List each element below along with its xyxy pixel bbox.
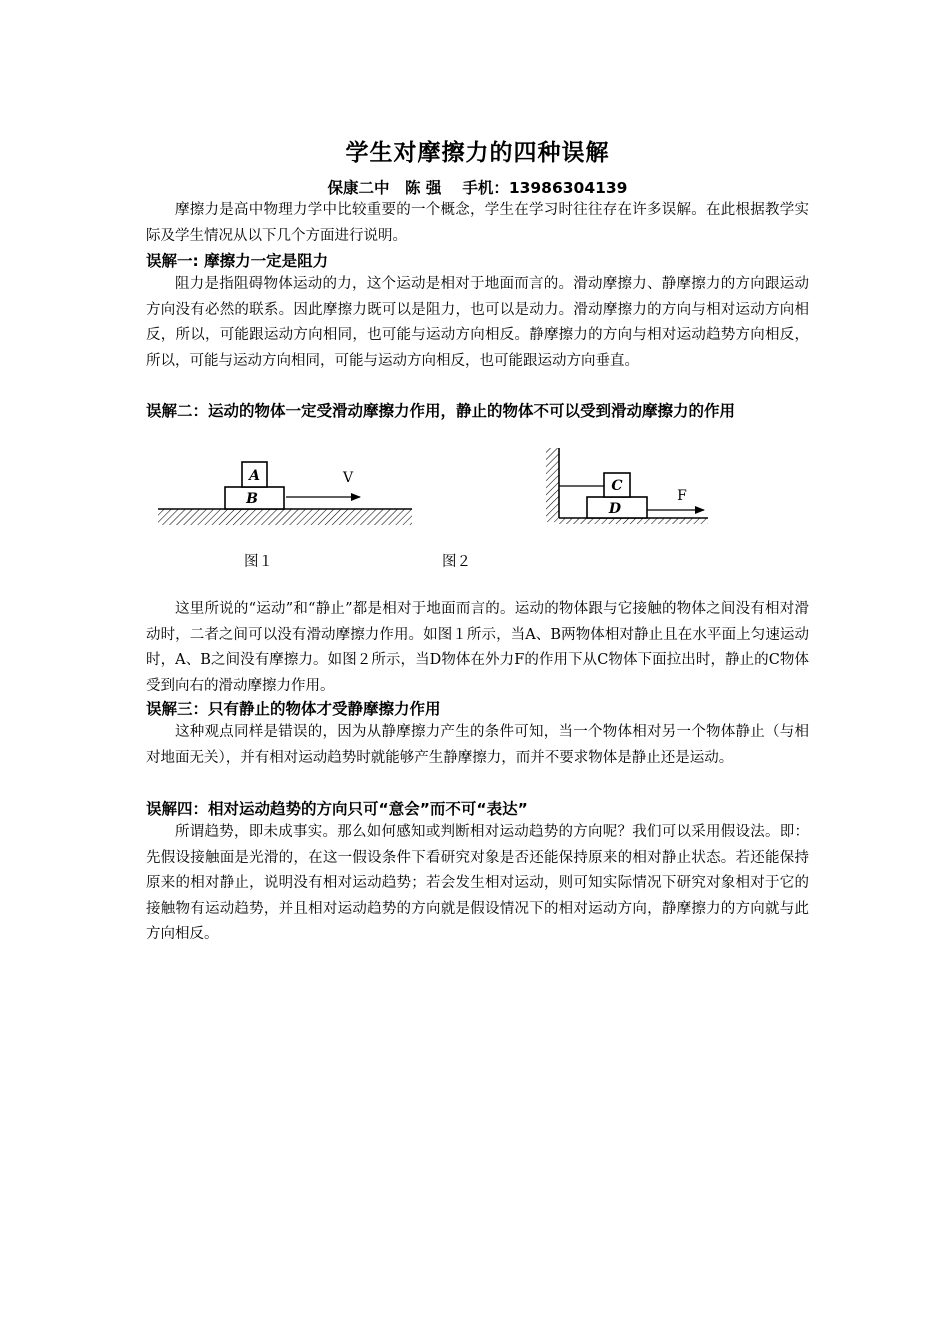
section4-heading: 误解四：相对运动趋势的方向只可“意会”而不可“表达” (146, 800, 528, 818)
document-title: 学生对摩擦力的四种误解 (345, 140, 610, 166)
section4-block (146, 820, 809, 948)
fig2-wall-hatch (546, 448, 559, 522)
section3-heading: 误解三：只有静止的物体才受静摩擦力作用 (146, 700, 441, 718)
intro-paragraph: 摩擦力是高中物理力学中比较重要的一个概念，学生在学习时往往存在许多误解。在此根据教学实际及学生情况从以下几个方面进行说明。 (146, 202, 809, 244)
section3-paragraph: 这种观点同样是错误的，因为从静摩擦力产生的条件可知，当一个物体相对另一个物体静止（与相对地面无关），并有相对运动趋势时就能够产生静摩擦力，而并不要求物体是静止还是运动。 (146, 724, 809, 766)
fig1-label-v: V (342, 470, 354, 486)
figure1 (158, 462, 412, 525)
fig1-label-a: A (249, 468, 260, 484)
section2-paragraph: 这里所说的“运动”和“静止”都是相对于地面而言的。运动的物体跟与它接触的物体之间没有相对滑动时，二者之间可以没有滑动摩擦力作用。如图１所示，当A、B两物体相对静止且在水平面上匀速运动时，A、B之间没有摩擦力。如图２所示，当D物体在外力F的作用下从C物体下面拉出时，静止的C物体受到向右的滑动摩擦力作用。 (146, 601, 809, 694)
figures (146, 442, 809, 582)
section2-heading: 误解二：运动的物体一定受滑动摩擦力作用，静止的物体不可以受到滑动摩擦力的作用 (146, 402, 736, 420)
section4-paragraph: 所谓趋势，即未成事实。那么如何感知或判断相对运动趋势的方向呢？我们可以采用假设法。即：先假设接触面是光滑的，在这一假设条件下看研究对象是否还能保持原来的相对静止状态。若还能保持原来的相对静止，说明没有相对运动趋势；若会发生相对运动，则可知实际情况下研究对象相对于它的接触物有运动趋势，并且相对运动趋势的方向就是假设情况下的相对运动方向，静摩擦力的方向就与此方向相反。 (146, 824, 809, 942)
intro-block (146, 198, 809, 249)
fig2-floor-hatch (559, 518, 708, 524)
section3-block (146, 720, 809, 771)
figure2-caption: 图２ (442, 554, 471, 570)
fig2-label-c: C (611, 478, 623, 494)
fig1-label-b: B (246, 491, 258, 507)
figure1-caption: 图１ (244, 554, 273, 570)
section1-paragraph: 阻力是指阻碍物体运动的力，这个运动是相对于地面而言的。滑动摩擦力、静摩擦力的方向跟运动方向没有必然的联系。因此摩擦力既可以是阻力，也可以是动力。滑动摩擦力的方向与相对运动方向相反，所以，可能跟运动方向相同，也可能与运动方向相反。静摩擦力的方向与相对运动趋势方向相反，所以，可能与运动方向相同，可能与运动方向相反，也可能跟运动方向垂直。 (146, 276, 809, 369)
section1-heading: 误解一: 摩擦力一定是阻力 (146, 252, 329, 270)
section2-block (146, 597, 809, 699)
author-line: 保康二中 陈 强 手机：13986304139 (327, 179, 628, 197)
fig1-ground-hatch (158, 509, 412, 525)
figure2 (546, 448, 708, 524)
section1-block (146, 272, 809, 374)
fig2-label-f: F (677, 488, 687, 504)
fig2-label-d: D (608, 501, 622, 517)
